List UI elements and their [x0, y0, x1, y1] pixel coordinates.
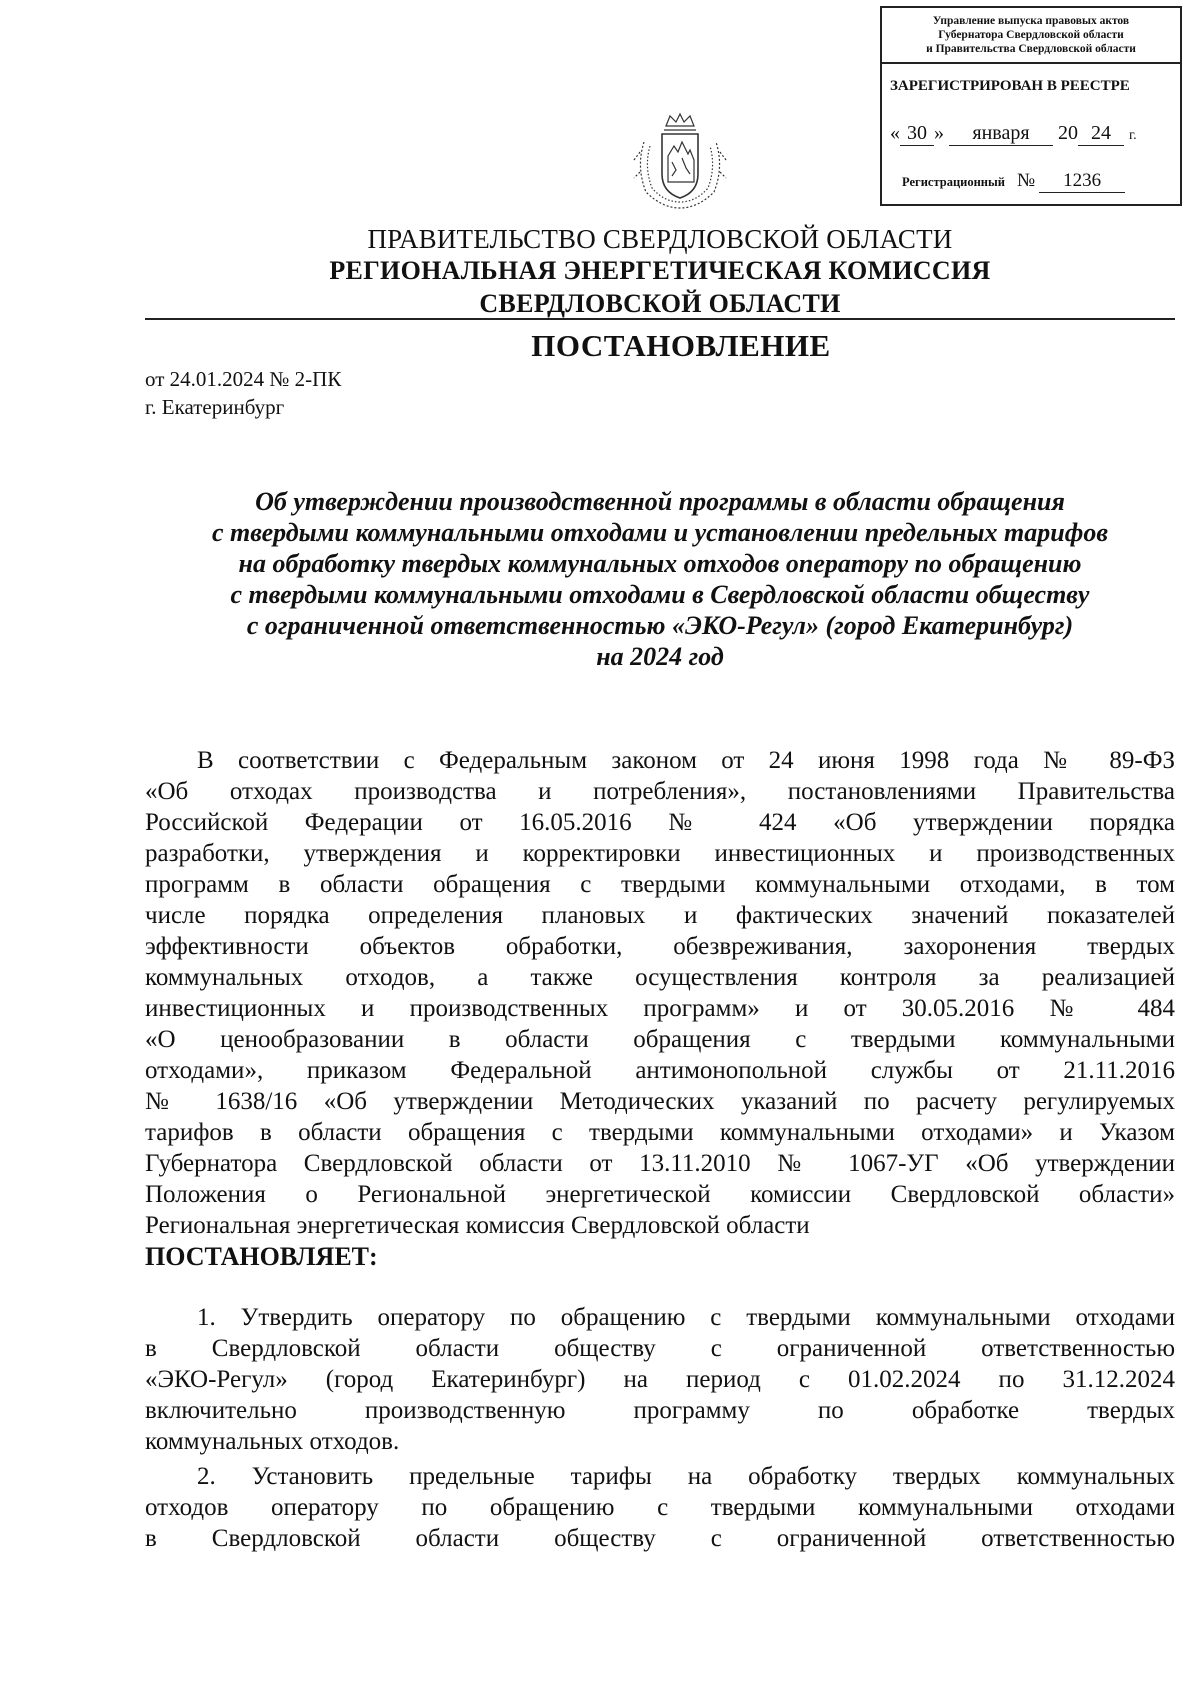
commission-name-line2: СВЕРДЛОВСКОЙ ОБЛАСТИ	[479, 289, 841, 318]
stamp-org-line: Губернатора Свердловской области	[938, 29, 1124, 41]
title-line: на обработку твердых коммунальных отходов оператору по обращению	[238, 549, 1082, 578]
sverdlovsk-coat-of-arms-icon	[632, 112, 728, 212]
preamble-line: эффективности объектов обработки, обезвреживания, захоронения твердых	[145, 933, 1175, 960]
stamp-reg-label: Регистрационный	[902, 175, 1005, 189]
title-line: с твердыми коммунальными отходами и установлении предельных тарифов	[212, 518, 1108, 547]
registration-stamp	[880, 6, 1182, 206]
preamble-line: коммунальных отходов, а также осуществления контроля за реализацией	[145, 964, 1175, 991]
stamp-date-open-quote: «	[890, 122, 900, 144]
preamble-line: разработки, утверждения и корректировки инвестиционных и производственных	[145, 840, 1175, 867]
preamble	[145, 745, 1175, 1272]
preamble-line: Региональная энергетическая комиссия Свердловской области	[145, 1212, 810, 1239]
stamp-date	[890, 122, 1137, 146]
item-2-line: 2. Установить предельные тарифы на обработку твердых коммунальных	[197, 1463, 1175, 1490]
preamble-line: тарифов в области обращения с твердыми коммунальными отходами» и Указом	[145, 1119, 1175, 1146]
document-date-number: от 24.01.2024 № 2-ПК	[145, 367, 342, 391]
commission-name-line1: РЕГИОНАЛЬНАЯ ЭНЕРГЕТИЧЕСКАЯ КОМИССИЯ	[329, 256, 991, 285]
preamble-line: числе порядка определения плановых и фактических значений показателей	[145, 902, 1175, 929]
stamp-date-year-prefix: 20	[1058, 122, 1078, 144]
preamble-line: Положения о Региональной энергетической комиссии Свердловской области»	[145, 1181, 1175, 1208]
stamp-reg-no-sign: №	[1016, 170, 1036, 191]
item-1-line: коммунальных отходов.	[145, 1428, 400, 1455]
item-2-line: в Свердловской области обществу с ограниченной ответственностью	[145, 1525, 1175, 1552]
document-type: ПОСТАНОВЛЕНИЕ	[531, 328, 831, 363]
preamble-line: № 1638/16 «Об утверждении Методических указаний по расчету регулируемых	[145, 1088, 1175, 1115]
item-2	[145, 1461, 1175, 1554]
stamp-org-line: и Правительства Свердловской области	[926, 43, 1136, 55]
title-line: на 2024 год	[596, 642, 724, 671]
title-line: Об утверждении производственной программы в области обращения	[255, 487, 1065, 516]
item-1-line: 1. Утвердить оператору по обращению с твердыми коммунальными отходами	[197, 1304, 1175, 1331]
preamble-line: инвестиционных и производственных программ» и от 30.05.2016 № 484	[145, 995, 1175, 1022]
item-1-line: включительно производственную программу по обработке твердых	[145, 1397, 1175, 1424]
item-1	[145, 1302, 1175, 1457]
item-1-line: в Свердловской области обществу с ограниченной ответственностью	[145, 1335, 1175, 1362]
header-divider	[145, 318, 1175, 320]
stamp-date-month: января	[949, 122, 1053, 146]
stamp-organization	[882, 8, 1180, 64]
preamble-line: «О ценообразовании в области обращения с твердыми коммунальными	[145, 1026, 1175, 1053]
stamp-reg-number: 1236	[1039, 170, 1125, 193]
stamp-date-day: 30	[900, 122, 934, 146]
document-city: г. Екатеринбург	[145, 395, 285, 419]
preamble-line: Российской Федерации от 16.05.2016 № 424 «Об утверждении порядка	[145, 809, 1175, 836]
item-1-line: «ЭКО-Регул» (город Екатеринбург) на период с 01.02.2024 по 31.12.2024	[145, 1366, 1175, 1393]
document-title	[145, 486, 1175, 672]
resolves-heading: ПОСТАНОВЛЯЕТ:	[145, 1242, 378, 1271]
preamble-line: отходами», приказом Федеральной антимонопольной службы от 21.11.2016	[145, 1057, 1175, 1084]
title-line: с ограниченной ответственностью «ЭКО-Регул» (город Екатеринбург)	[246, 611, 1074, 640]
preamble-line: «Об отходах производства и потребления», постановлениями Правительства	[145, 778, 1175, 805]
preamble-line: В соответствии с Федеральным законом от 24 июня 1998 года № 89-ФЗ	[197, 747, 1175, 774]
stamp-date-year-mark: г.	[1129, 128, 1137, 143]
preamble-line: программ в области обращения с твердыми коммунальными отходами, в том	[145, 871, 1175, 898]
stamp-registration-number	[902, 170, 1125, 193]
stamp-date-close-quote: »	[934, 122, 944, 144]
stamp-org-line: Управление выпуска правовых актов	[932, 15, 1130, 27]
item-2-line: отходов оператору по обращению с твердыми коммунальными отходами	[145, 1494, 1175, 1521]
preamble-line: Губернатора Свердловской области от 13.11.2010 № 1067-УГ «Об утверждении	[145, 1150, 1175, 1177]
title-line: с твердыми коммунальными отходами в Свердловской области обществу	[230, 580, 1090, 609]
stamp-date-year-suffix: 24	[1078, 122, 1124, 146]
government-name: ПРАВИТЕЛЬСТВО СВЕРДЛОВСКОЙ ОБЛАСТИ	[367, 224, 953, 254]
stamp-title: ЗАРЕГИСТРИРОВАН В РЕЕСТРЕ	[890, 78, 1130, 94]
